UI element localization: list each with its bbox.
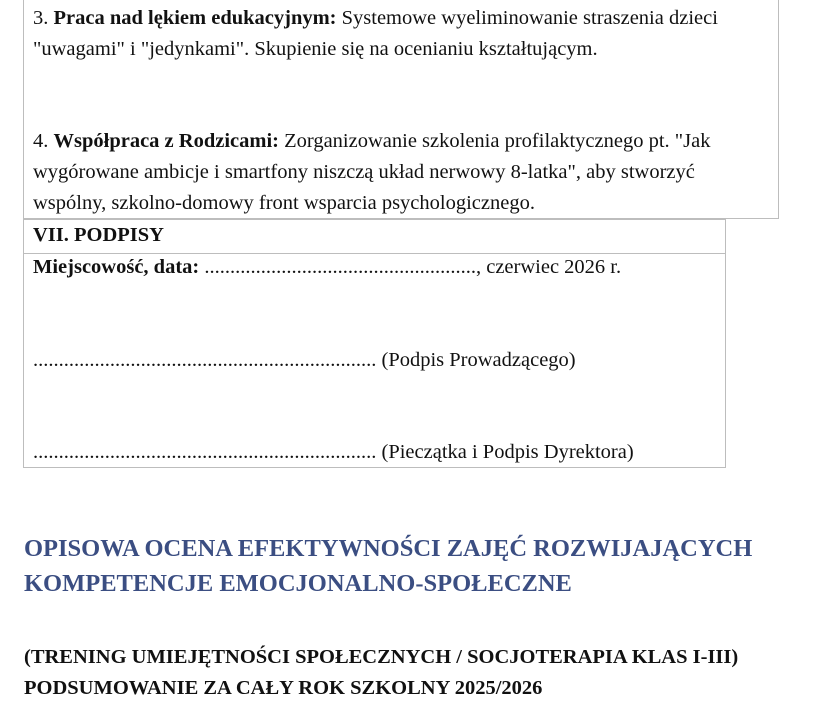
place-date-value: ....................................................., czerwiec 2026 r. — [204, 256, 622, 278]
signatures-heading: VII. PODPISY — [33, 224, 164, 246]
director-signature-dots: ................................................................... — [33, 441, 377, 463]
director-signature-label: (Pieczątka i Podpis Dyrektora) — [381, 441, 634, 463]
recommendation-item-3-text: Systemowe wyeliminowanie straszenia dzieci "uwagami" i "jedynkami". Skupienie się na ocenianiu kształtującym. — [33, 7, 718, 60]
recommendation-item-4-text: Zorganizowanie szkolenia profilaktycznego pt. "Jak wygórowane ambicje i smartfony niszczą układ nerwowy 8-latka", aby stworzyć wspólny, szkolno-domowy front wsparcia psychologicznego. — [33, 130, 711, 214]
recommendation-item-4-number: 4. — [33, 130, 49, 152]
recommendation-item-3 — [33, 3, 773, 65]
recommendation-item-3-number: 3. — [33, 7, 49, 29]
recommendation-item-4-title: Współpraca z Rodzicami: — [53, 130, 279, 152]
director-signature-line — [33, 437, 634, 468]
leader-signature-line — [33, 345, 576, 376]
section-subtitle: (TRENING UMIEJĘTNOŚCI SPOŁECZNYCH / SOCJOTERAPIA KLAS I-III) PODSUMOWANIE ZA CAŁY ROK SZKOLNY 2025/2026 — [24, 646, 739, 699]
leader-signature-label: (Podpis Prowadzącego) — [381, 349, 576, 371]
place-date-line — [33, 252, 621, 283]
recommendation-item-3-title: Praca nad lękiem edukacyjnym: — [53, 7, 337, 29]
section-title: OPISOWA OCENA EFEKTYWNOŚCI ZAJĘĆ ROZWIJAJĄCYCH KOMPETENCJE EMOCJONALNO-SPOŁECZNE — [24, 535, 753, 597]
leader-signature-dots: ................................................................... — [33, 349, 377, 371]
place-date-label: Miejscowość, data: — [33, 256, 200, 278]
recommendation-item-4 — [33, 126, 773, 219]
